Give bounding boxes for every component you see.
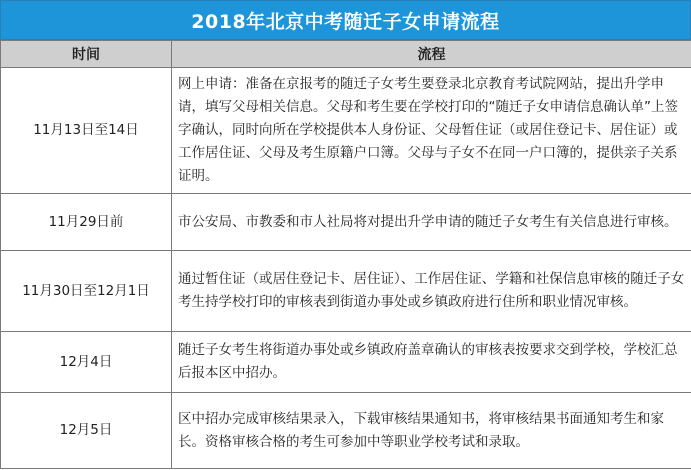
table-row bbox=[1, 332, 691, 393]
row-flow: 区中招办完成审核结果录入，下载审核结果通知书，将审核结果书面通知考生和家长。资格审核合格的考生可参加中等职业学校考试和录取。 bbox=[172, 393, 691, 469]
column-header-time: 时间 bbox=[1, 41, 172, 68]
row-flow: 随迁子女考生将街道办事处或乡镇政府盖章确认的审核表按要求交到学校，学校汇总后报本区中招办。 bbox=[172, 332, 691, 393]
column-header-flow: 流程 bbox=[172, 41, 691, 68]
document-title: 2018年北京中考随迁子女申请流程 bbox=[0, 0, 691, 40]
row-time: 12月5日 bbox=[1, 393, 172, 469]
table-row bbox=[1, 194, 691, 251]
table-row bbox=[1, 393, 691, 469]
table-row bbox=[1, 251, 691, 332]
row-time: 11月30日至12月1日 bbox=[1, 251, 172, 332]
row-time: 11月29日前 bbox=[1, 194, 172, 251]
row-flow: 网上申请：准备在京报考的随迁子女考生要登录北京教育考试院网站，提出升学申请，填写父母相关信息。父母和考生要在学校打印的“随迁子女申请信息确认单”上签字确认，同时向所在学校提供本人身份证、父母暂住证（或居住登记卡、居住证）或工作居住证、父母及考生原籍户口簿。父母与子女不在同一户口簿的，提供亲子关系证明。 bbox=[172, 68, 691, 194]
table-header-row bbox=[1, 41, 691, 68]
row-time: 11月13日至14日 bbox=[1, 68, 172, 194]
row-time: 12月4日 bbox=[1, 332, 172, 393]
row-flow: 通过暂住证（或居住登记卡、居住证）、工作居住证、学籍和社保信息审核的随迁子女考生持学校打印的审核表到街道办事处或乡镇政府进行住所和职业情况审核。 bbox=[172, 251, 691, 332]
table-row bbox=[1, 68, 691, 194]
process-table bbox=[0, 40, 691, 469]
row-flow: 市公安局、市教委和市人社局将对提出升学申请的随迁子女考生有关信息进行审核。 bbox=[172, 194, 691, 251]
